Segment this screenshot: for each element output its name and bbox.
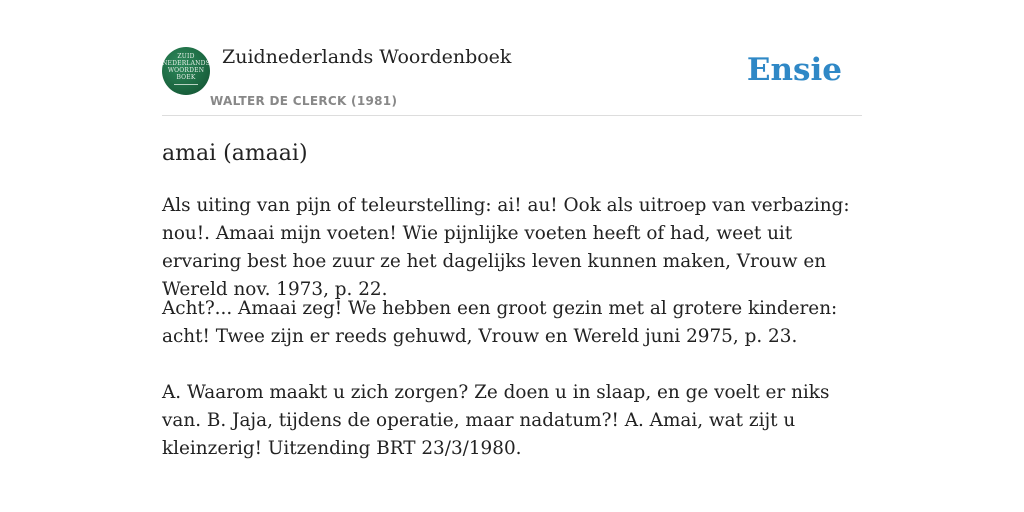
- dictionary-author: WALTER DE CLERCK (1981): [210, 94, 398, 108]
- logo-line: WOORDEN: [167, 67, 205, 74]
- entry-example: Acht?... Amaai zeg! We hebben een groot gezin met al grotere kinderen: acht! Twee zijn er reeds gehuwd, Vrouw en Wereld juni 2975, p. 23.: [162, 298, 838, 347]
- logo-line: NEDERLANDS: [162, 60, 210, 67]
- logo-line: BOEK: [176, 74, 196, 81]
- dictionary-logo[interactable]: [162, 47, 210, 95]
- page-header: [162, 44, 862, 116]
- logo-line: ZUID: [177, 53, 195, 60]
- dictionary-title[interactable]: Zuidnederlands Woordenboek: [222, 46, 512, 68]
- logo-text: [162, 53, 210, 81]
- entry-headword: amai (amaai): [162, 141, 308, 166]
- entry-definition: Als uiting van pijn of teleurstelling: ai! au! Ook als uitroep van verbazing: nou!. Amaai mijn voeten! Wie pijnlijke voeten heeft of had, weet uit ervaring best hoe zuur ze het dagelijks leven kunnen maken, Vrouw en Wereld nov. 1973, p. 22.: [162, 195, 850, 300]
- entry-example: A. Waarom maakt u zich zorgen? Ze doen u in slaap, en ge voelt er niks van. B. Jaja, tijdens de operatie, maar nadatum?! A. Amai, wat zijt u kleinzerig! Uitzending BRT 23/3/1980.: [162, 382, 830, 459]
- brand-logo-link[interactable]: Ensie: [746, 52, 842, 88]
- logo-divider: [174, 84, 198, 85]
